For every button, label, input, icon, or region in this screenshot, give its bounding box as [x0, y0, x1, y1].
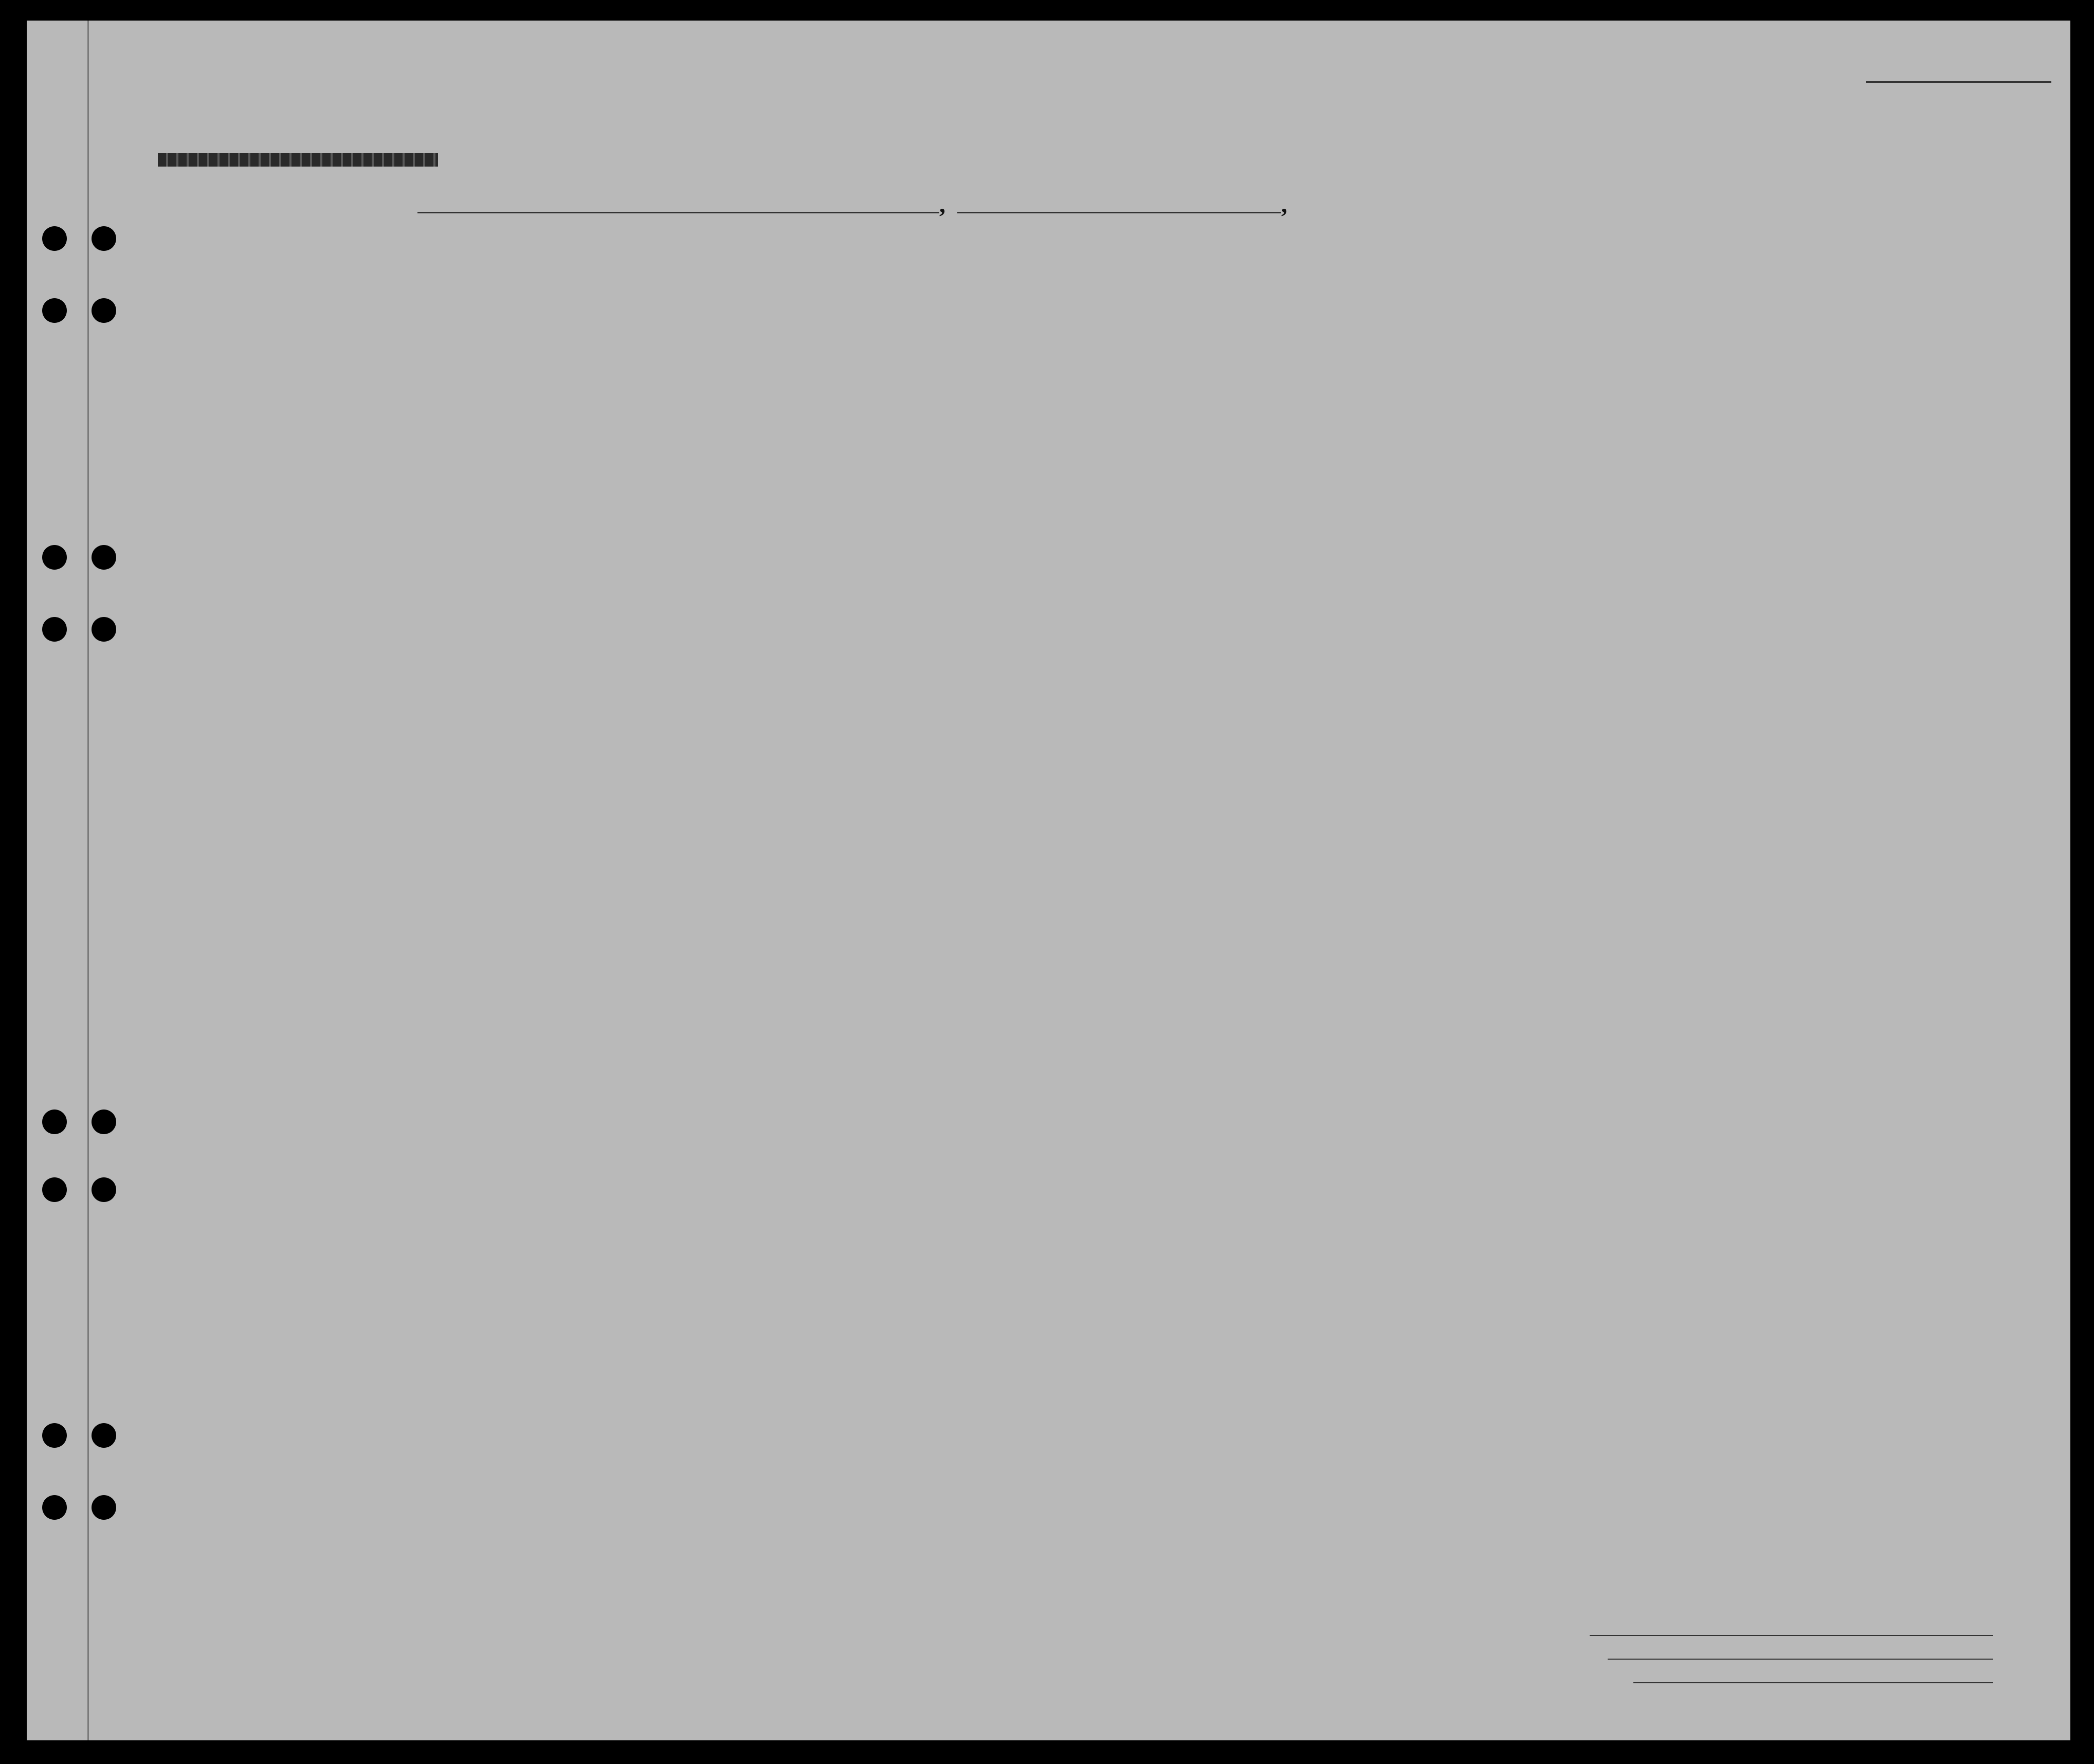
punch-hole: [92, 617, 116, 642]
header-q29: [1518, 290, 1543, 419]
header-purpose-b: [1287, 319, 1308, 419]
punch-hole: [92, 1495, 116, 1520]
manifest-sheet: [27, 21, 2070, 1740]
header-purpose-a: [1249, 319, 1275, 419]
date-underline: [957, 212, 1281, 213]
punch-hole: [92, 1423, 116, 1448]
line-underline: [1590, 1635, 1993, 1636]
punch-hole: [42, 545, 67, 570]
punch-hole: [92, 298, 116, 323]
header-q28: [1457, 290, 1501, 419]
punch-hole: [92, 1177, 116, 1202]
punch-hole: [42, 1423, 67, 1448]
binding-margin: [87, 21, 89, 1740]
punch-hole: [42, 617, 67, 642]
punch-hole: [92, 1110, 116, 1134]
agents-underline: [1633, 1682, 1993, 1683]
punch-hole: [42, 226, 67, 251]
punch-hole: [42, 1177, 67, 1202]
comma-2: ,: [1281, 191, 1287, 218]
punch-hole: [92, 545, 116, 570]
header-q30: [1547, 290, 1571, 419]
header-prison: [1347, 290, 1377, 419]
punch-hole: [92, 226, 116, 251]
punch-hole: [42, 298, 67, 323]
comma-1: ,: [939, 191, 945, 218]
owners-underline: [1608, 1659, 1993, 1660]
punch-hole: [42, 1110, 67, 1134]
port-underline: [417, 212, 939, 213]
punch-hole: [42, 1495, 67, 1520]
header-q31: [1575, 290, 1596, 419]
redacted-line: [158, 153, 438, 167]
list-underline: [1866, 81, 2051, 83]
header-purpose-c: [1321, 319, 1342, 419]
table-grid: [27, 21, 2070, 1740]
